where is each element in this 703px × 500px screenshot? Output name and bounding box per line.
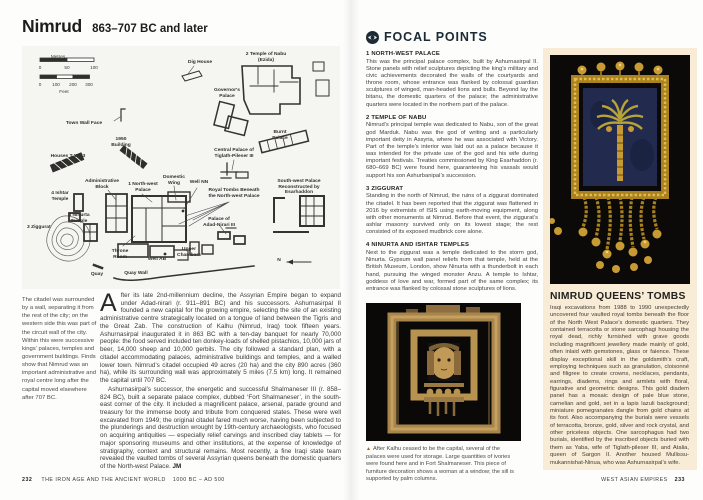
focal-point-text: Standing in the north of Nimrud, the ruins of a ziggurat dominated the citadel. It has been reported that the ziggurat was flattened in 2016 by extremists of ISIS using earth-moving equipment, along with other monuments at Nimrud. Before that event, the ziggurat’s ashlar masonry survived only on its lowest stage; the rest consisted of its exposed mudbrick core alone. — [366, 193, 538, 236]
author-initials: JM — [172, 463, 182, 471]
focal-point-text: Next to the ziggurat was a temple dedicated to the storm god, Ninurta. Gypsum wall panel reliefs from that temple, held at the British Museum, London, show Ninurta with a thunderbolt in each hand, pursuing the winged monster Anzu. A temple to Ishtar, goddess of love and war, formed part of the same complex; its entrance was flanked by colossal stone sculptures of lions. — [366, 249, 538, 292]
page-title-row — [22, 16, 208, 37]
page-title-dates: 863–707 BC and later — [92, 23, 208, 35]
map-label: Houses T W 53 — [50, 154, 86, 159]
page-gutter — [343, 0, 359, 500]
map-label: Metres — [50, 54, 66, 59]
map-label: Royal Tombs Beneath the North-west Palace — [208, 188, 260, 199]
footer-era: 1000 BC – AD 500 — [172, 477, 225, 483]
map-label: 100 — [52, 82, 60, 87]
ivory-photo — [366, 303, 521, 441]
queens-tombs-heading: NIMRUD QUEENS’ TOMBS — [550, 291, 686, 302]
site-plan — [22, 46, 340, 289]
page-number-right: 233 — [674, 477, 685, 483]
sidenote: The citadel was surrounded by a wall, separating it from the rest of the city; on the western side this was part of the circuit wall of the city. Within this were successive kings’ palaces, temples and government buildings. Finds show that Nimrud was an important administrative and royal centre long after the capital moved elsewhere after 707 BC. — [22, 297, 97, 401]
map-label: 100 — [90, 65, 98, 70]
body-paragraph-1: After its late 2nd-millennium decline, the Assyrian Empire began to expand under Adad-nirari (r. 911–891 BC) and his successors. Ashurnasirpal II founded a new capital for the growing empire, selecting the site of an existing administrative centre strategically located on a tongue of land between the Tigris and the Great Zab. The construction of Kalhu (Nimrud, Iraq) took fifteen years. Ashurnasirpal inaugurated it in 863 BC with a ten-day banquet for nearly 70,000 people: the food served included ten donkey-loads of shelled pistachios, 10,000 jars of beer, 14,000 sheep and 10,000 gerbils. The city followed a standard plan, with a citadel accommodating palaces, administrative buildings and temples, and a walled lower town. Nimrud’s citadel occupied 49 acres (20 ha) and the city 890 acres (360 ha), while its surrounding wall was approximately 5 miles (7.5 km) long. It remained the capital until 707 BC. — [100, 289, 341, 385]
focal-point-3 — [366, 186, 538, 237]
map-label: 0 — [38, 82, 42, 87]
map-label: 3 Ziggurat — [27, 225, 51, 230]
map-label: Palace of Adad-Nirari III — [202, 217, 236, 228]
map-label: 200 — [69, 82, 77, 87]
map-label: Quay Wall — [124, 271, 148, 276]
map-label: 2 Temple of Nabu (Ezida) — [245, 52, 287, 63]
focal-point-text: This was the principal palace complex, built by Ashurnasirpal II. Stone panels with relief sculptures depicting the king’s military and civic achievements decorated the walls of the courtyards and throne room, whose entrance was flanked by colossal guardian sculptures of winged, man-headed lions and bulls. Beyond lay the bitanu, the domestic quarters of the palace; the administrative quarters were located in the northern part of the palace. — [366, 58, 538, 108]
map-label: Administrative Block — [85, 179, 119, 190]
focal-points-header — [366, 30, 488, 44]
map-label: Domestic Wing — [162, 175, 186, 186]
footer-part-title: THE IRON AGE AND THE ANCIENT WORLD — [41, 477, 166, 483]
map-label: Quay — [90, 272, 104, 277]
map-label: Dig House — [187, 60, 213, 65]
body-text — [100, 289, 341, 471]
focal-point-1 — [366, 51, 538, 109]
map-label: Well NN — [189, 180, 209, 185]
map-label: Central Palace of Tiglath-Pileser III — [214, 148, 254, 159]
focal-point-heading: 4 NINURTA AND ISHTAR TEMPLES — [366, 242, 470, 249]
page-title: Nimrud — [22, 16, 83, 36]
map-label: Town Wall Face — [65, 121, 103, 126]
focal-points-title: FOCAL POINTS — [384, 30, 488, 44]
footer-section-title: WEST ASIAN EMPIRES — [601, 477, 668, 483]
map-label: Well AB — [147, 257, 167, 262]
queens-tombs-panel — [543, 48, 697, 470]
footer-left — [22, 477, 225, 483]
map-label: 4 Ninurta Temple — [68, 213, 90, 224]
footer-right — [601, 477, 685, 483]
map-label: 300 — [85, 82, 93, 87]
map-label: N — [277, 258, 281, 263]
map-label: Burnt Palace — [272, 130, 288, 141]
gold-pendant-photo — [550, 55, 690, 284]
map-label: 1950 Building — [111, 137, 131, 148]
body-paragraph-2: Ashurnasirpal’s successor, the energetic and successful Shalmaneser III (r. 858–824 BC), built a separate palace complex, dubbed ‘Fort Shalmaneser’, in the south-east corner of the city. It included a magnificent palace, arsenal, parade ground and treasury for the immense booty and tribute from conquered states. These were well excavated from 1949; the original citadel fared much worse, having been subjected to the plunderings and destruction wrought by 19th-century archaeologists, who focused on acquiring antiquities — especially relief carvings and inscribed clay tablets — for major sponsoring museums and other institutions, at the expense of knowledge of stratigraphy, context and structural remains. Most recently, a fine Iraqi state team revealed the vaulted tombs of several Assyrian queens beneath the domestic quarters of the North-west Palace. JM — [100, 385, 341, 471]
focal-point-heading: 2 TEMPLE OF NABU — [366, 114, 427, 121]
map-label: 0 — [38, 65, 42, 70]
map-label: Upper Chambers — [177, 247, 201, 258]
map-label: 4 Ishtar Temple — [51, 191, 69, 202]
focal-point-text: Nimrud’s principal temple was dedicated to Nabu, son of the great god Marduk. Nabu was the god of writing and a particularly important deity in Assyria, where he was associated with Victory. Part of the temple’s interior was laid out as a palace because it was intended for the private use of the god and his wife during important festivals. Treaties commissioned by King Esarhaddon (r. 680–669 BC) were found here, guaranteeing his vassals would support his son Ashurbanipal’s succession. — [366, 122, 538, 179]
map-label: Governor's Palace — [214, 88, 240, 99]
map-label: Throne Room — [111, 249, 129, 260]
focal-point-2 — [366, 115, 538, 180]
map-label: 1 North-west Palace — [128, 182, 158, 193]
eye-icon — [366, 31, 379, 44]
focal-point-heading: 3 ZIGGURAT — [366, 185, 404, 192]
focal-point-4 — [366, 242, 538, 293]
page-number-left: 232 — [22, 477, 33, 483]
map-label: Feet — [59, 89, 69, 94]
caption-arrow-icon: ▲ — [366, 446, 371, 452]
queens-tombs-text: Iraqi excavations from 1988 to 1990 unexpectedly uncovered four vaulted royal tombs beneath the floor of the North West Palace’s domestic quarters. They contained terracotta or stone sarcophagi housing the royal dead, richly furnished with grave goods including magnificent jewellery made mainly of gold, often inlaid with gemstones, glass or faience. These display exceptional skill in the goldsmith’s craft, employing techniques such as granulation, cloisonné and filigree to create crowns, necklaces, pendants, earrings, diadems, rings and armlets with floral, figurative and geometric designs. This gold diadem panel has a mosaic design of pale blue stone, carnelian and gold, set in a lapis lazuli background; miniature pomegranates dangle from gold chains at its foot. Also accompanying the burials were vessels of terracotta, bronze, gold, silver and rock crystal, and other priceless objects. One sarcophagus had two burials, identified by the inscribed objects buried with them as Yaba, wife of Tiglath-pileser III, and Atalia, queen of Sargon II. Another housed Mullissu-mukannishat-Ninua, who was Ashurnasirpal’s wife. — [550, 305, 689, 466]
map-label: South-west Palace Reconstructed by Esarhaddon — [277, 179, 321, 196]
ivory-caption: ▲ After Kalhu ceased to be the capital, several of the palaces were used for storage. Large quantities of ivories were found here and in Fort Shalmaneser. This piece of furniture decoration shows a woman at a window; the sill is supported by palm columns. — [366, 446, 514, 483]
site-plan-labels — [22, 46, 340, 289]
focal-point-heading: 1 NORTH-WEST PALACE — [366, 51, 441, 57]
map-label: 50 — [64, 65, 70, 70]
focal-points-list — [366, 51, 538, 301]
